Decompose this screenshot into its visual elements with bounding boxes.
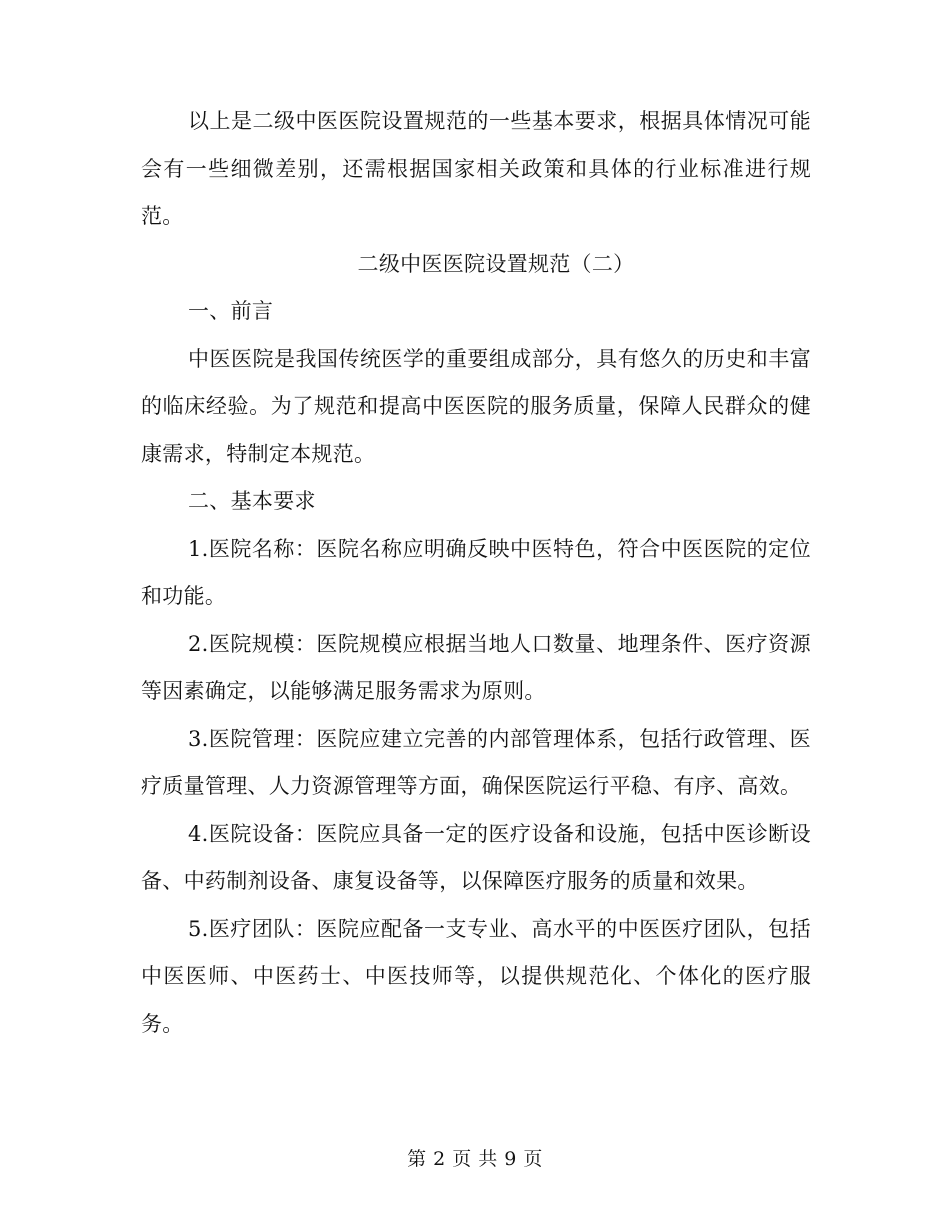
heading-basic-requirements: 二、基本要求 [188,489,316,513]
preface-paragraph: 中医医院是我国传统医学的重要组成部分，具有悠久的历史和丰富的临床经验。为了规范和提高中医医院的服务质量，保障人民群众的健康需求，特制定本规范。 [141,346,811,466]
requirement-item-1: 1.医院名称：医院名称应明确反映中医特色，符合中医医院的定位和功能。 [141,536,811,608]
requirement-item-3: 3.医院管理：医院应建立完善的内部管理体系，包括行政管理、医疗质量管理、人力资源管理等方面，确保医院运行平稳、有序、高效。 [141,726,811,798]
heading-preface: 一、前言 [188,299,274,323]
intro-paragraph: 以上是二级中医医院设置规范的一些基本要求，根据具体情况可能会有一些细微差别，还需根据国家相关政策和具体的行业标准进行规范。 [141,109,811,228]
page-number-footer: 第 2 页 共 9 页 [407,1148,543,1170]
requirement-item-5: 5.医疗团队：医院应配备一支专业、高水平的中医医疗团队，包括中医医师、中医药士、中医技师等，以提供规范化、个体化的医疗服务。 [141,916,811,1036]
document-body [141,98,811,1048]
requirement-item-2: 2.医院规模：医院规模应根据当地人口数量、地理条件、医疗资源等因素确定，以能够满足服务需求为原则。 [141,631,811,703]
section-title: 二级中医医院设置规范（二） [357,251,635,276]
requirement-item-4: 4.医院设备：医院应具备一定的医疗设备和设施，包括中医诊断设备、中药制剂设备、康复设备等，以保障医疗服务的质量和效果。 [141,821,811,893]
